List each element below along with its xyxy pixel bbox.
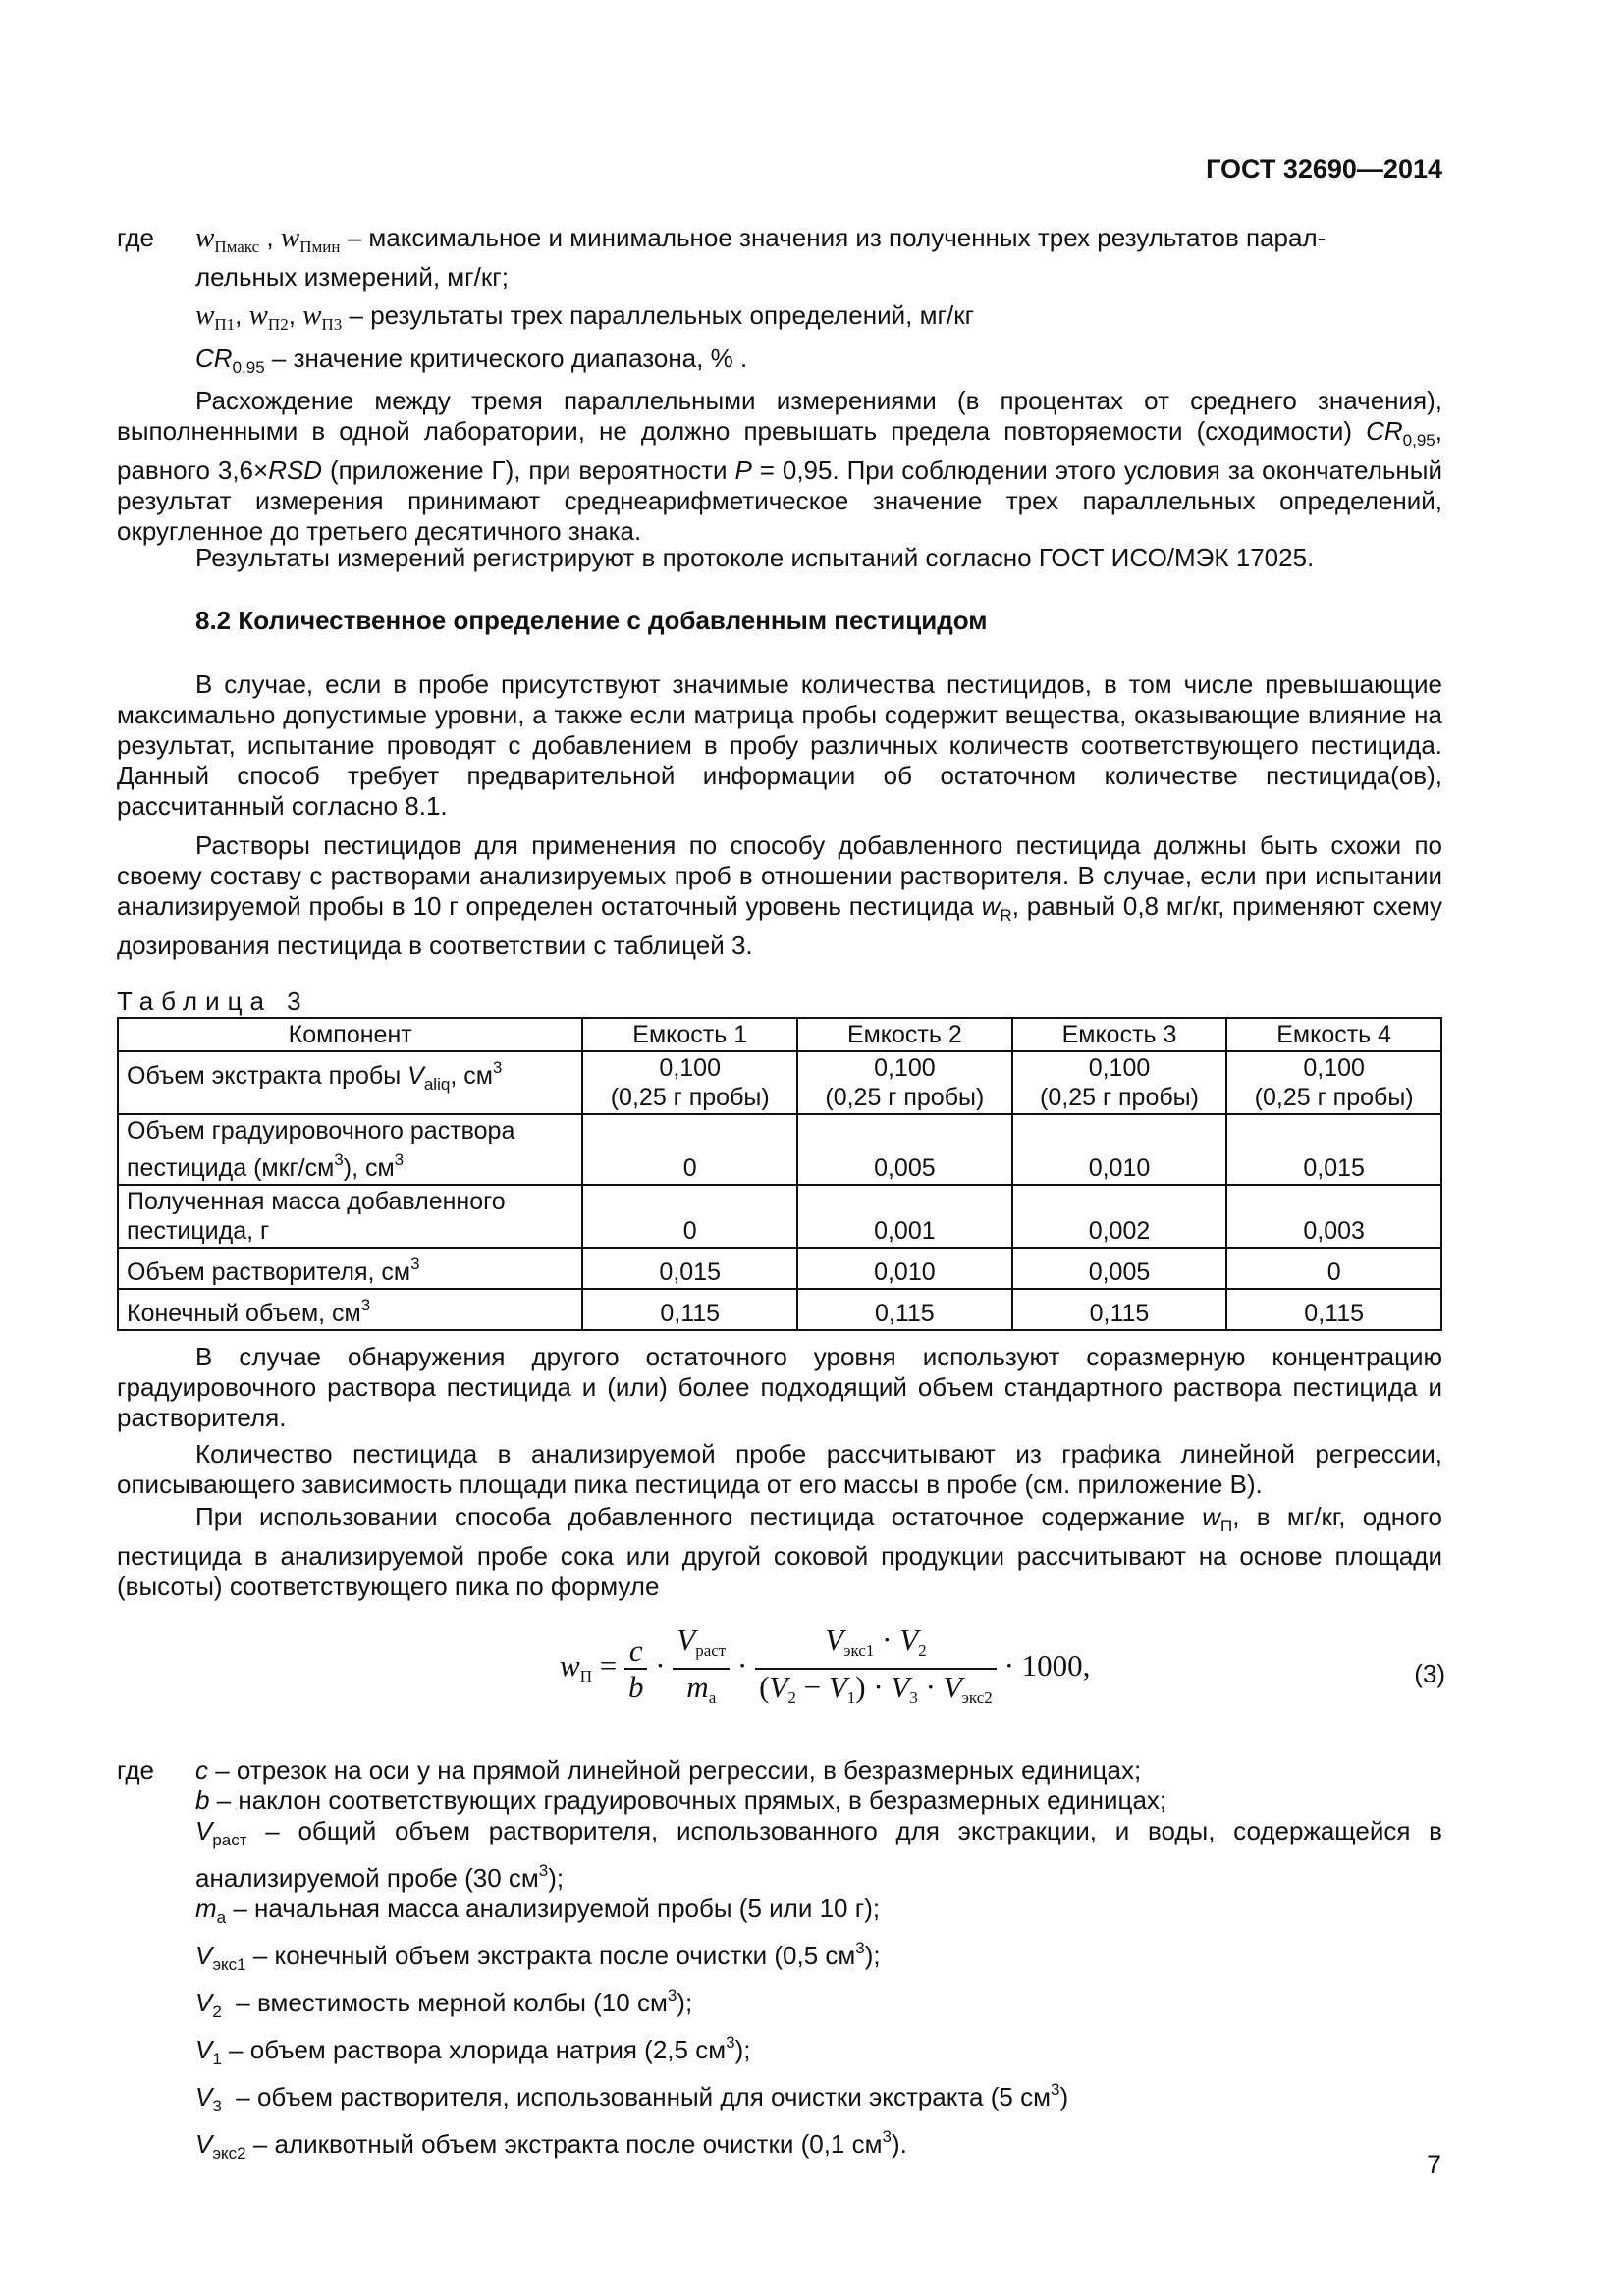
symbol-cr-sub: 0,95 [232, 358, 265, 377]
def-wp: $w_{П1}$, $w_{П2}$, $w_{П3}$ – результаты трех параллельных определений, мг/кг [195, 299, 975, 334]
def-c: где c – отрезок на оси у на прямой линейной регрессии, в безразмерных единицах; [117, 1755, 1142, 1785]
table-cell: 0,115 [1012, 1289, 1227, 1330]
paragraph-repeatability: Расхождение между тремя параллельными измерениями (в процентах от среднего значения), выполненными в одной лаборатории, не должно превышать предела повторяемости (сходимости) $CR_{0,95}$, равного 3,6×RSD (приложение Г), при вероятности P = 0,95. При соблюдении этого условия за окончательный результат измерения принимают среднеарифметическое значение трех параллельных определений, округленное до третьего десятичного знака. [117, 386, 1443, 546]
def-text: – максимальное и минимальное значения из полученных трех результатов парал- [347, 223, 1326, 252]
symbol-w-p2: $w_{П2}$ [248, 299, 289, 334]
fraction-vrast-ma: $\frac{V_{раст}}{m_а}$ [673, 1625, 730, 1713]
fraction-c-b: $\frac{c}{b}$ [624, 1635, 648, 1702]
def-text-cont: лельных измерений, мг/кг; [195, 262, 509, 292]
def-v1: $V_1$ – объем раствора хлорида натрия (2,5 $см^3$); [195, 2033, 751, 2068]
table-header-cell: Емкость 4 [1226, 1018, 1441, 1051]
section-heading: 8.2 Количественное определение с добавленным пестицидом [195, 606, 988, 635]
equation-number: (3) [1414, 1659, 1445, 1688]
def-v2: $V_2$ – вместимость мерной колбы (10 $см^3$); [195, 1986, 693, 2021]
table-cell: 0,005 [1012, 1248, 1227, 1289]
table-row [118, 1185, 1441, 1248]
table-cell-label: Объем градуировочного раствора пестицида $(мкг/см^3)$, $см^3$ [118, 1114, 582, 1185]
table-cell: 0,010 [797, 1248, 1012, 1289]
table-cell-label: Объем растворителя, $см^3$ [118, 1248, 582, 1289]
top-definitions [117, 223, 1442, 383]
table-row [118, 1289, 1441, 1330]
where-label: где [117, 223, 154, 252]
table-cell: 0,001 [797, 1185, 1012, 1248]
table-cell: 0 [582, 1185, 797, 1248]
paragraph-quantity: Количество пестицида в анализируемой пробе рассчитывают из графика линейной регрессии, описывающего зависимость площади пика пестицида от его массы в пробе (см. приложение В). [117, 1439, 1442, 1499]
table-header-cell: Емкость 1 [582, 1018, 797, 1051]
table-cell: 0,010 [1012, 1114, 1227, 1185]
def-text: – значение критического диапазона, % . [271, 344, 748, 373]
symbol-w-p3: $w_{П3}$ [302, 299, 343, 334]
formula-definitions [117, 1755, 1442, 2168]
table-cell-label: Полученная масса добавленного пестицида, г [118, 1185, 582, 1248]
document-header: ГОСТ 32690—2014 [1206, 154, 1442, 184]
def-v-eks2: $V_{экс2}$ – аликвотный объем экстракта после очистки (0,1 $см^3$). [195, 2127, 907, 2163]
table-cell: 0,002 [1012, 1185, 1227, 1248]
fraction-volumes: $\frac{V_{экс1} \cdot V_2}{(V_2 - V_1) \cdot V_3 \cdot V_{экс2}}$ [755, 1625, 997, 1713]
paragraph-solutions: Растворы пестицидов для применения по способу добавленного пестицида должны быть схожи по своему составу с растворами анализируемых проб в отношении растворителя. В случае, если при испытании анализируемой пробы в 10 г определен остаточный уровень пестицида $w_R$, равный 0,8 мг/кг, применяют схему дозирования пестицида в соответствии с таблицей 3. [117, 830, 1442, 960]
paragraph-case: В случае, если в пробе присутствуют значимые количества пестицидов, в том числе превышающие максимально допустимые уровни, а также если матрица пробы содержит вещества, оказывающие влияние на результат, испытание проводят с добавлением в пробу различных количеств соответствующего пестицида. Данный способ требует предварительной информации об остаточном количестве пестицида(ов), рассчитанный согласно 8.1. [117, 669, 1442, 821]
table-cell: 0 [1226, 1248, 1441, 1289]
def-v3: $V_3$ – объем растворителя, использованный для очистки экстракта (5 $см^3$) [195, 2080, 1069, 2115]
table-cell-label: Конечный объем, $см^3$ [118, 1289, 582, 1330]
def-text: – результаты трех параллельных определений, мг/кг [349, 300, 975, 330]
table-cell: 0,015 [582, 1248, 797, 1289]
symbol-w-min: $w_{Пмин}$ [280, 222, 341, 256]
symbol-cr: CR [1366, 416, 1403, 446]
table-cell: 0,003 [1226, 1185, 1441, 1248]
table-cell: 0,005 [797, 1114, 1012, 1185]
def-b: b – наклон соответствующих градуировочных прямых, в безразмерных единицах; [195, 1786, 1167, 1815]
table-cell: 0,115 [797, 1289, 1012, 1330]
page-number: 7 [1426, 2150, 1441, 2179]
table-cell-label: Объем экстракта пробы $V_{aliq}$, $см^3$ [118, 1051, 582, 1114]
table-cell: 0,115 [582, 1289, 797, 1330]
table-row [118, 1248, 1441, 1289]
symbol-w-r: $w_R$ [981, 891, 1012, 925]
table-3-block [117, 987, 1442, 1331]
paragraph-registration: Результаты измерений регистрируют в протоколе испытаний согласно ГОСТ ИСО/МЭК 17025. [195, 543, 1315, 572]
table-cell: 0,100 (0,25 г пробы) [582, 1051, 797, 1114]
table-header-row [118, 1018, 1441, 1051]
table-3 [117, 1017, 1442, 1331]
def-cr [117, 344, 1442, 383]
def-v-rast: $V_{раст}$ – общий объем растворителя, использованного для экстракции, и воды, содержащейся в анализируемой пробе (30 $см^3$); [195, 1816, 1442, 1893]
table-header-cell: Емкость 3 [1012, 1018, 1227, 1051]
formula-3: $w_П$ = $\frac{c}{b}$ · $\frac{V_{раст}}{m_а}$ · $\frac{V_{экс1} \cdot V_2}{(V_2 - V_1) \cdot V_3 \cdot V_{экс2}}$ · 1000, [560, 1625, 1090, 1713]
table-caption: Таблица 3 [117, 987, 309, 1016]
paragraph-usage: При использовании способа добавленного пестицида остаточное содержание $w_П$, в мг/кг, одного пестицида в анализируемой пробе сока или другой соковой продукции рассчитывают на основе площади (высоты) соответствующего пика по формуле [117, 1502, 1442, 1601]
table-row [118, 1114, 1441, 1185]
table-header-cell: Компонент [118, 1018, 582, 1051]
table-cell: 0,115 [1226, 1289, 1441, 1330]
table-cell: 0 [582, 1114, 797, 1185]
symbol-w-max: $w_{Пмакс}$ [195, 222, 260, 256]
table-cell: 0,100 (0,25 г пробы) [1226, 1051, 1441, 1114]
table-cell: 0,100 (0,25 г пробы) [1012, 1051, 1227, 1114]
table-cell: 0,100 (0,25 г пробы) [797, 1051, 1012, 1114]
def-m-a: $m_а$ – начальная масса анализируемой пробы (5 или 10 г); [195, 1894, 881, 1927]
paragraph-other-level: В случае обнаружения другого остаточного уровня используют соразмерную концентрацию градуировочного раствора пестицида и (или) более подходящий объем стандартного раствора пестицида и растворителя. [117, 1342, 1442, 1432]
symbol-w-p: $w_П$ [1202, 1502, 1233, 1535]
def-v-eks1: $V_{экс1}$ – конечный объем экстракта после очистки (0,5 $см^3$); [195, 1939, 881, 1974]
symbol-cr: CR [195, 344, 233, 373]
table-header-cell: Емкость 2 [797, 1018, 1012, 1051]
symbol-w-p1: $w_{П1}$ [195, 299, 236, 334]
def-wmax-wmin: где $w_{Пмакс}$ , $w_{Пмин}$ – максимальное и минимальное значения из полученных трех результатов парал- [117, 222, 1326, 256]
table-row [118, 1051, 1441, 1114]
table-cell: 0,015 [1226, 1114, 1441, 1185]
